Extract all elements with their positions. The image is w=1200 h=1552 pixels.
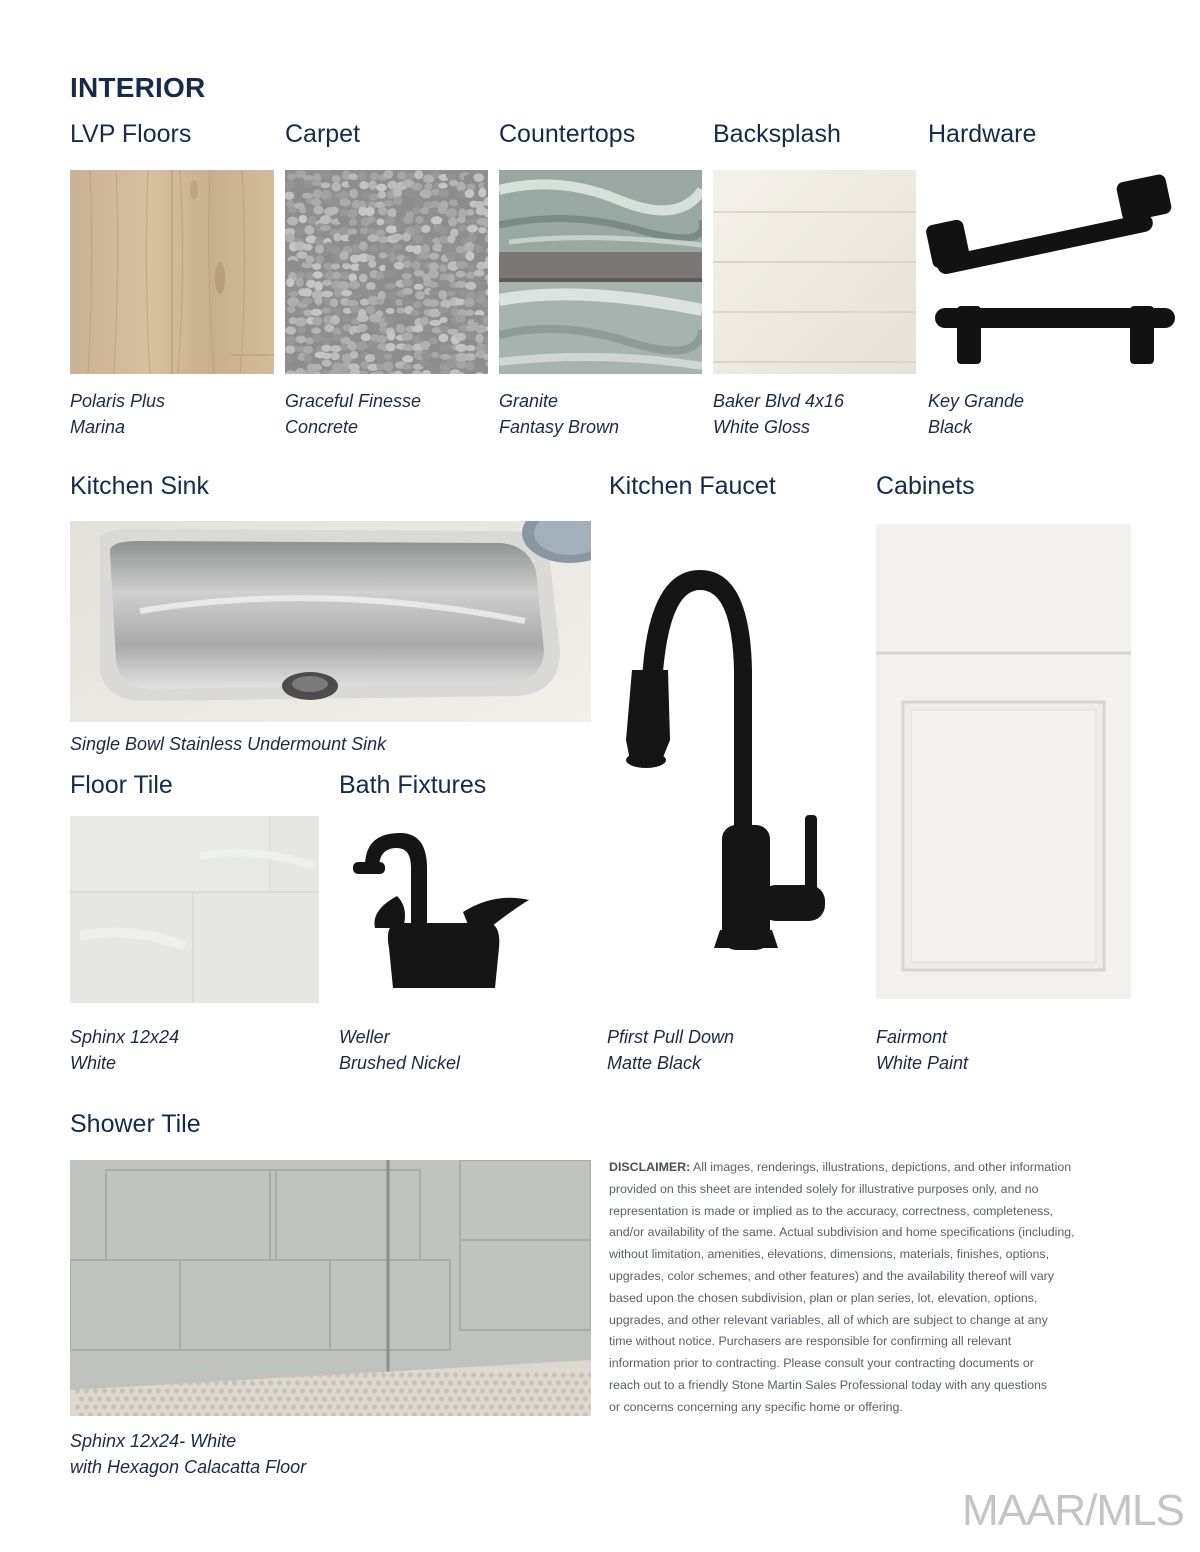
hardware-caption xyxy=(928,388,1024,440)
shower-tile-heading: Shower Tile xyxy=(70,1110,201,1138)
disclaimer-line: representation is made or implied as to the accuracy, correctness, completeness, xyxy=(609,1203,1053,1218)
backsplash-name: Baker Blvd 4x16 xyxy=(713,391,845,411)
bath-fixtures-caption xyxy=(339,1024,460,1076)
lvp-floors-name: Polaris Plus xyxy=(70,391,166,411)
section-title: INTERIOR xyxy=(70,72,206,103)
lvp-floors-heading: LVP Floors xyxy=(70,120,192,148)
disclaimer-line: based upon the chosen subdivision, plan or plan series, lot, elevation, options, xyxy=(609,1290,1038,1305)
kitchen-faucet-heading: Kitchen Faucet xyxy=(609,472,776,500)
shower-tile-floor: with Hexagon Calacatta Floor xyxy=(70,1457,307,1477)
carpet-color: Concrete xyxy=(285,417,359,437)
floor-tile-name: Sphinx 12x24 xyxy=(70,1027,180,1047)
kitchen-faucet-name: Pfirst Pull Down xyxy=(607,1027,735,1047)
backsplash-caption xyxy=(713,388,844,440)
countertops-caption xyxy=(499,388,619,440)
bath-fixture-image xyxy=(345,828,535,993)
cabinets-caption xyxy=(876,1024,968,1076)
shower-tile-image xyxy=(70,1160,591,1416)
floor-tile-swatch xyxy=(70,816,319,1003)
carpet-heading: Carpet xyxy=(285,120,361,148)
floor-tile-color: White xyxy=(70,1053,117,1073)
floor-tile-heading: Floor Tile xyxy=(70,771,173,799)
cabinet-door-swatch xyxy=(876,524,1131,999)
hardware-pulls-image xyxy=(925,170,1185,370)
countertops-color: Fantasy Brown xyxy=(499,417,620,437)
disclaimer-line: information prior to contracting. Please consult your contracting documents or xyxy=(609,1356,1034,1371)
disclaimer-line: provided on this sheet are intended solely for illustrative purposes only, and no xyxy=(609,1181,1039,1196)
floor-tile-caption xyxy=(70,1024,179,1076)
countertop-swatch xyxy=(499,170,702,374)
backsplash-swatch xyxy=(713,170,916,374)
disclaimer-line: upgrades, color schemes, and other features) and the availability thereof will vary xyxy=(609,1268,1054,1283)
shower-tile-name: Sphinx 12x24- White xyxy=(70,1431,237,1451)
carpet-caption xyxy=(285,388,421,440)
kitchen-faucet-caption xyxy=(607,1024,734,1076)
cabinets-color: White Paint xyxy=(876,1053,969,1073)
lvp-floors-color: Marina xyxy=(70,417,126,437)
kitchen-faucet-finish: Matte Black xyxy=(607,1053,702,1073)
disclaimer-line: or concerns concerning any specific home or offering. xyxy=(609,1399,903,1414)
hardware-color: Black xyxy=(928,417,973,437)
lvp-floors-caption xyxy=(70,388,165,440)
disclaimer-line: time without notice. Purchasers are responsible for confirming all relevant xyxy=(609,1334,1012,1349)
disclaimer-line: upgrades, and other relevant variables, all of which are subject to change at any xyxy=(609,1312,1048,1327)
carpet-name: Graceful Finesse xyxy=(285,391,422,411)
hardware-name: Key Grande xyxy=(928,391,1025,411)
disclaimer-line: reach out to a friendly Stone Martin Sales Professional today with any questions xyxy=(609,1377,1048,1392)
kitchen-sink-heading: Kitchen Sink xyxy=(70,472,209,500)
countertops-name: Granite xyxy=(499,391,559,411)
countertops-heading: Countertops xyxy=(499,120,636,148)
hardware-heading: Hardware xyxy=(928,120,1037,148)
disclaimer-label: DISCLAIMER: xyxy=(609,1160,691,1174)
disclaimer-line: DISCLAIMER: All images, renderings, illustrations, depictions, and other information xyxy=(609,1160,1072,1174)
disclaimer-line: without limitation, amenities, elevations, dimensions, materials, finishes, options, xyxy=(609,1247,1050,1262)
bath-fixtures-name: Weller xyxy=(339,1027,390,1047)
backsplash-color: White Gloss xyxy=(713,417,811,437)
disclaimer-line: and/or availability of the same. Actual subdivision and home specifications (including, xyxy=(609,1225,1075,1240)
bath-fixtures-finish: Brushed Nickel xyxy=(339,1053,461,1073)
mls-watermark: MAAR/MLS xyxy=(962,1486,1184,1535)
bath-fixtures-heading: Bath Fixtures xyxy=(339,771,487,799)
cabinets-heading: Cabinets xyxy=(876,472,975,500)
kitchen-faucet-image xyxy=(610,560,840,950)
carpet-swatch xyxy=(285,170,488,374)
shower-tile-caption xyxy=(70,1428,306,1480)
lvp-floor-swatch xyxy=(70,170,274,374)
kitchen-sink-image xyxy=(70,521,591,722)
kitchen-sink-caption: Single Bowl Stainless Undermount Sink xyxy=(70,734,387,754)
backsplash-heading: Backsplash xyxy=(713,120,841,148)
disclaimer xyxy=(609,1157,1149,1419)
cabinets-name: Fairmont xyxy=(876,1027,948,1047)
